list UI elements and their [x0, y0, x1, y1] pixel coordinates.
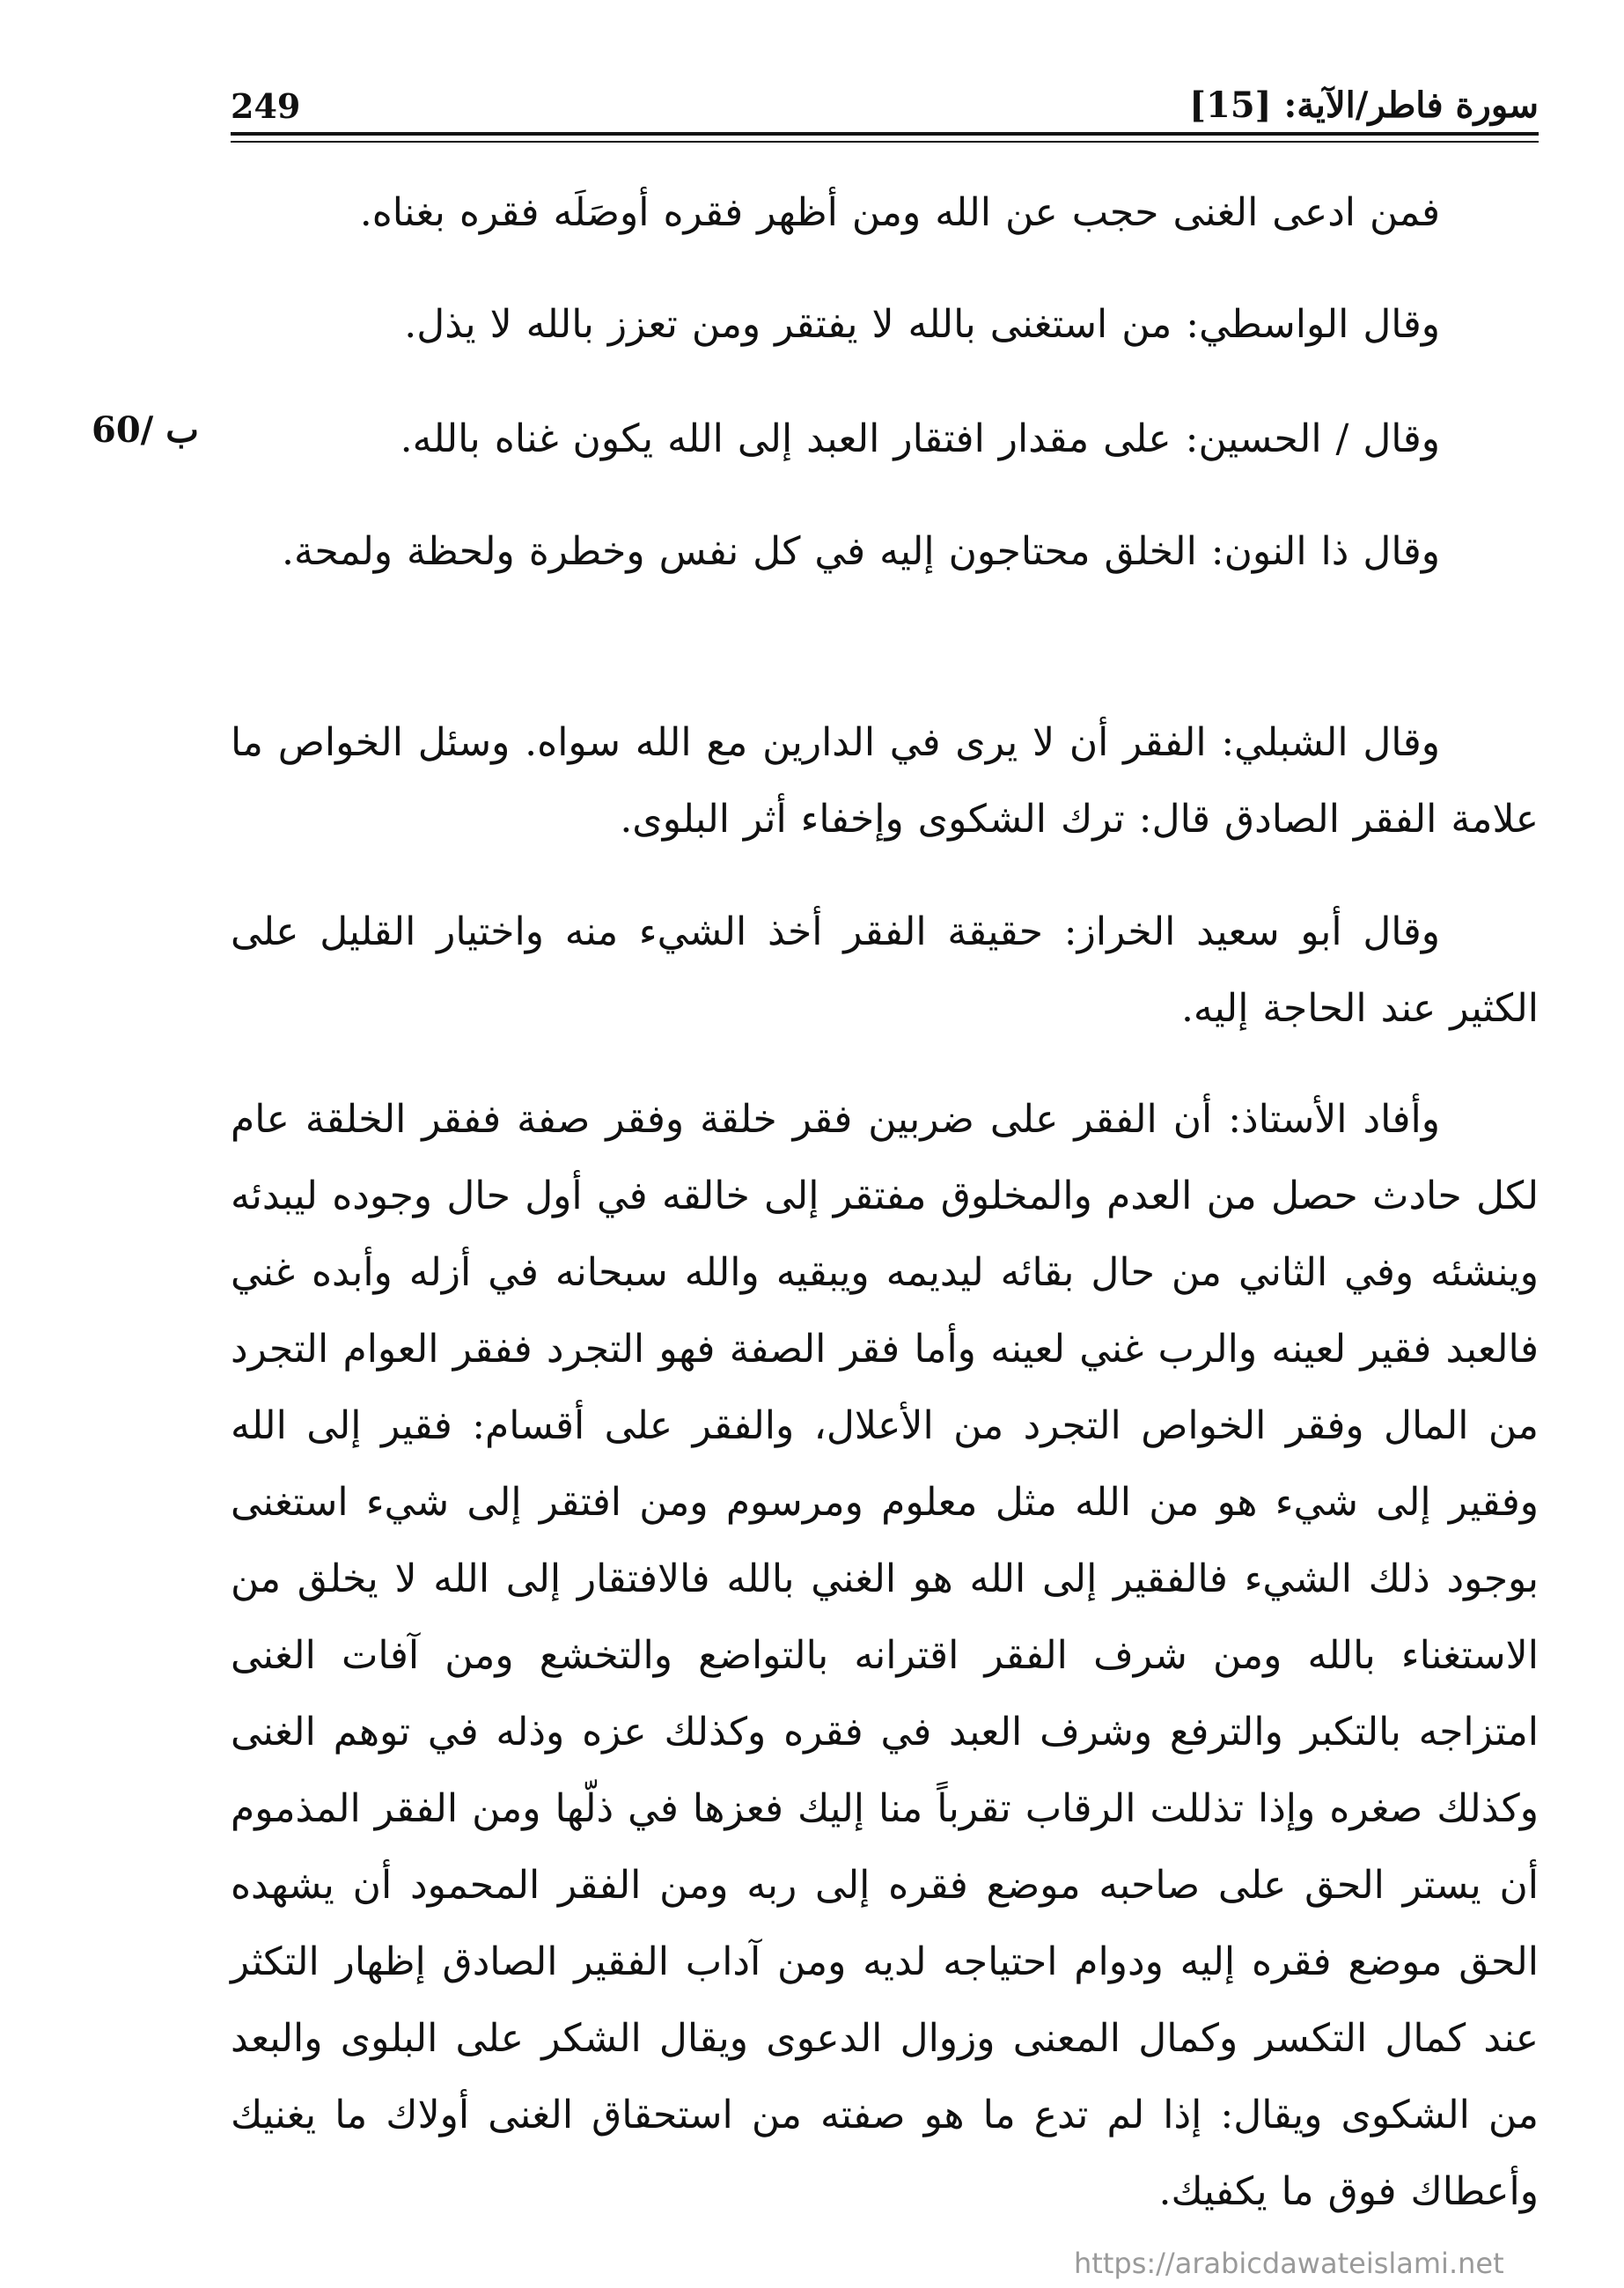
margin-folio-note: 60/ ب [92, 409, 199, 451]
paragraph-3: وقال / الحسين: على مقدار افتقار العبد إلى الله يكون غناه بالله. [400, 416, 1440, 461]
paragraph-1: فمن ادعى الغنى حجب عن الله ومن أظهر فقره أوصَلَه فقره بغناه. [359, 190, 1440, 235]
header-rule-thick [231, 132, 1539, 136]
paragraph-6: وقال أبو سعيد الخراز: حقيقة الفقر أخذ الشيء منه واختيار القليل على الكثير عند الحاجة إليه. [231, 909, 1539, 1031]
surah-title: سورة فاطر/الآية: [15] [1189, 85, 1539, 126]
running-header [231, 77, 1539, 132]
paragraph-2: وقال الواسطي: من استغنى بالله لا يفتقر ومن تعزز بالله لا يذل. [404, 302, 1440, 347]
page-number: 249 [231, 86, 301, 126]
watermark-url: https://arabicdawateislami.net [1074, 2247, 1504, 2280]
paragraph-7: وأفاد الأستاذ: أن الفقر على ضربين فقر خلقة وفقر صفة ففقر الخلقة عام لكل حادث حصل من العدم والمخلوق مفتقر إلى خالقه في أول حال وجوده ليبدئه وينشئه وفي الثاني من حال بقائه ليديمه ويبقيه والله سبحانه في أزله وأبده غني فالعبد فقير لعينه والرب غني لعينه وأما فقر الصفة فهو التجرد ففقر العوام التجرد من المال وفقر الخواص التجرد من الأعلال، والفقر على أقسام: فقير إلى الله وفقير إلى شيء هو من الله مثل معلوم ومرسوم ومن افتقر إلى شيء استغنى بوجود ذلك الشيء فالفقير إلى الله هو الغني بالله فالافتقار إلى الله لا يخلق من الاستغناء بالله ومن شرف الفقر اقترانه بالتواضع والتخشع ومن آفات الغنى امتزاجه بالتكبر والترفع وشرف العبد في فقره وكذلك عزه وذله في توهم الغنى وكذلك صغره وإذا تذللت الرقاب تقرباً منا إليك فعزها في ذلّها ومن الفقر المذموم أن يستر الحق على صاحبه موضع فقره إلى ربه ومن الفقر المحمود أن يشهده الحق موضع فقره إليه ودوام احتياجه لديه ومن آداب الفقير الصادق إظهار التكثر عند كمال التكسر وكمال المعنى وزوال الدعوى ويقال الشكر على البلوى والبعد من الشكوى ويقال: إذا لم تدع ما هو صفته من استحقاق الغنى أولاك ما يغنيك وأعطاك فوق ما يكفيك. [231, 1097, 1539, 2214]
paragraph-5: وقال الشبلي: الفقر أن لا يرى في الدارين مع الله سواه. وسئل الخواص ما علامة الفقر الصادق قال: ترك الشكوى وإخفاء أثر البلوى. [231, 720, 1539, 842]
paragraph-4: وقال ذا النون: الخلق محتاجون إليه في كل نفس وخطرة ولحظة ولمحة. [281, 529, 1440, 574]
header-rule-thin [231, 141, 1539, 143]
